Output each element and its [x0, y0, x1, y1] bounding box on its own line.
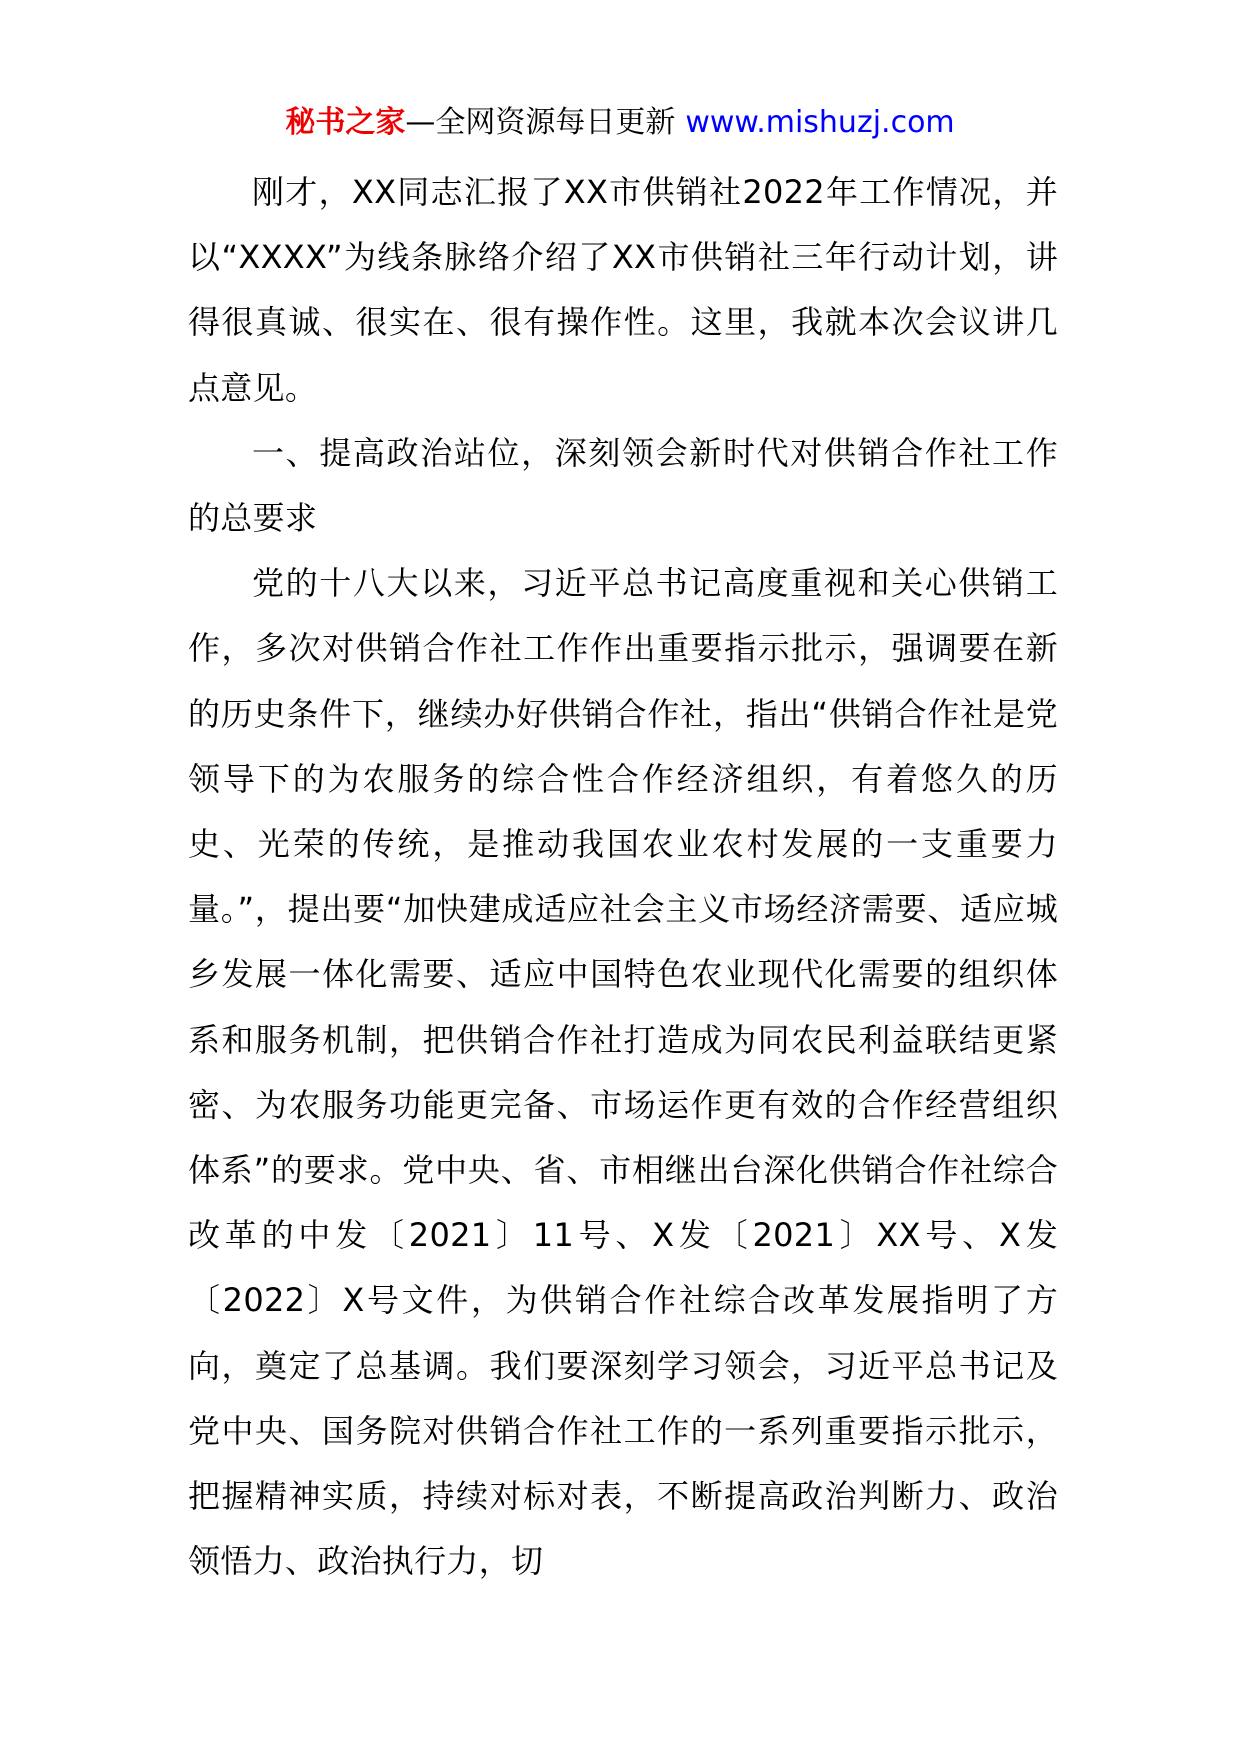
site-url-link[interactable]: www.mishuzj.com [685, 105, 955, 140]
document-body [188, 160, 1058, 1594]
header-tagline: —全网资源每日更新 [405, 105, 676, 140]
section-heading: 一、提高政治站位，深刻领会新时代对供销合作社工作的总要求 [188, 433, 1058, 538]
intro-paragraph: 刚才，XX同志汇报了XX市供销社2022年工作情况，并以“XXXX”为线条脉络介绍了XX市供销社三年行动计划，讲得很真诚、很实在、很有操作性。这里，我就本次会议讲几点意见。 [188, 173, 1058, 407]
site-header [0, 101, 1240, 145]
brand-name: 秘书之家 [285, 105, 406, 140]
body-paragraph: 党的十八大以来，习近平总书记高度重视和关心供销工作，多次对供销合作社工作作出重要指示批示，强调要在新的历史条件下，继续办好供销合作社，指出“供销合作社是党领导下的为农服务的综合性合作经济组织，有着悠久的历史、光荣的传统，是推动我国农业农村发展的一支重要力量。”，提出要“加快建成适应社会主义市场经济需要、适应城乡发展一体化需要、适应中国特色农业现代化需要的组织体系和服务机制，把供销合作社打造成为同农民利益联结更紧密、为农服务功能更完备、市场运作更有效的合作经营组织体系”的要求。党中央、省、市相继出台深化供销合作社综合改革的中发〔2021〕11号、X发〔2021〕XX号、X发〔2022〕X号文件，为供销合作社综合改革发展指明了方向，奠定了总基调。我们要深刻学习领会，习近平总书记及党中央、国务院对供销合作社工作的一系列重要指示批示，把握精神实质，持续对标对表，不断提高政治判断力、政治领悟力、政治执行力，切 [188, 564, 1058, 1581]
